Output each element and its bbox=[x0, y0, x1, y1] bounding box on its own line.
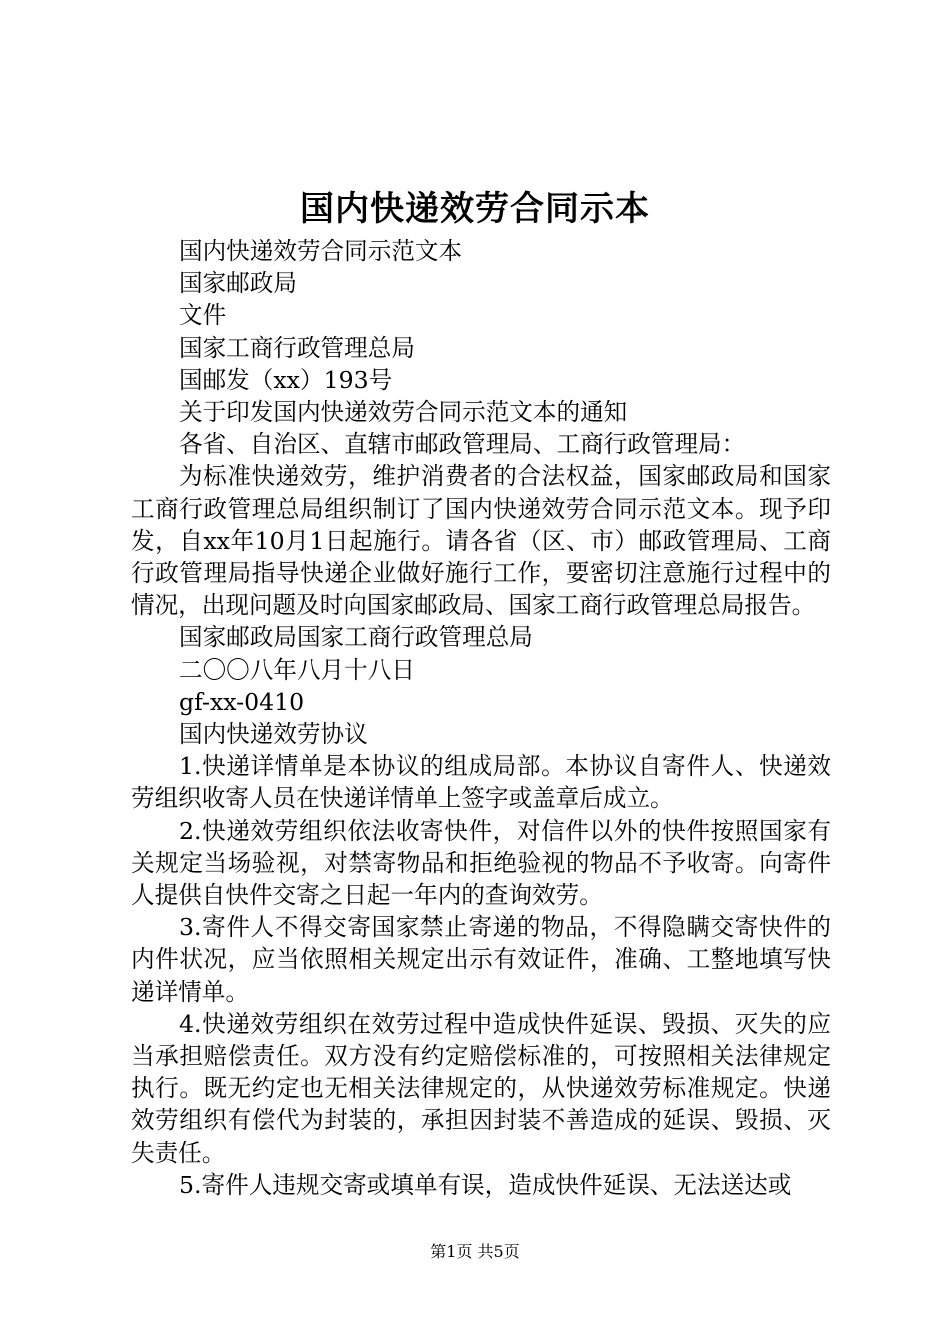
subtitle-line: 国内快递效劳合同示范文本 bbox=[179, 237, 463, 265]
date-line: 二〇〇八年八月十八日 bbox=[179, 655, 415, 684]
clause-3: 3.寄件人不得交寄国家禁止寄递的物品，不得隐瞒交寄快件的内件状况，应当依照相关规定出示有效证件，准确、工整地填写快递详情单。 bbox=[131, 913, 831, 1006]
code-line: gf-xx-0410 bbox=[179, 687, 305, 716]
signature-line: 国家邮政局国家工商行政管理总局 bbox=[179, 623, 533, 652]
notice-title-line: 关于印发国内快递效劳合同示范文本的通知 bbox=[179, 398, 628, 427]
document-type-line: 文件 bbox=[179, 301, 227, 330]
document-number-line: 国邮发（xx）193号 bbox=[179, 365, 393, 394]
agreement-title: 国内快递效劳协议 bbox=[179, 720, 368, 749]
clause-5: 5.寄件人违规交寄或填单有误，造成快件延误、无法送达或 bbox=[179, 1170, 792, 1199]
clause-2: 2.快递效劳组织依法收寄快件，对信件以外的快件按照国家有关规定当场验视，对禁寄物品和拒绝验视的物品不予收寄。向寄件人提供自快件交寄之日起一年内的查询效劳。 bbox=[131, 816, 831, 910]
addressee-line: 各省、自治区、直辖市邮政管理局、工商行政管理局： bbox=[179, 430, 746, 459]
document-body bbox=[131, 235, 831, 1201]
page-footer: 第1页 共5页 bbox=[430, 1242, 520, 1261]
document-title: 国内快递效劳合同示本 bbox=[300, 189, 650, 229]
co-issuer-line: 国家工商行政管理总局 bbox=[179, 333, 415, 362]
clause-1: 1.快递详情单是本协议的组成局部。本协议自寄件人、快递效劳组织收寄人员在快递详情单上签字或盖章后成立。 bbox=[131, 752, 831, 813]
issuer-line: 国家邮政局 bbox=[179, 269, 297, 298]
notice-paragraph: 为标准快递效劳，维护消费者的合法权益，国家邮政局和国家工商行政管理总局组织制订了国内快递效劳合同示范文本。现予印发，自xx年10月1日起施行。请各省（区、市）邮政管理局、工商行政管理局指导快递企业做好施行工作，要密切注意施行过程中的情况，出现问题及时向国家邮政局、国家工商行政管理总局报告。 bbox=[131, 462, 831, 620]
clause-4: 4.快递效劳组织在效劳过程中造成快件延误、毁损、灭失的应当承担赔偿责任。双方没有约定赔偿标准的，可按照相关法律规定执行。既无约定也无相关法律规定的，从快递效劳标准规定。快递效劳组织有偿代为封装的，承担因封装不善造成的延误、毁损、灭失责任。 bbox=[131, 1009, 831, 1167]
